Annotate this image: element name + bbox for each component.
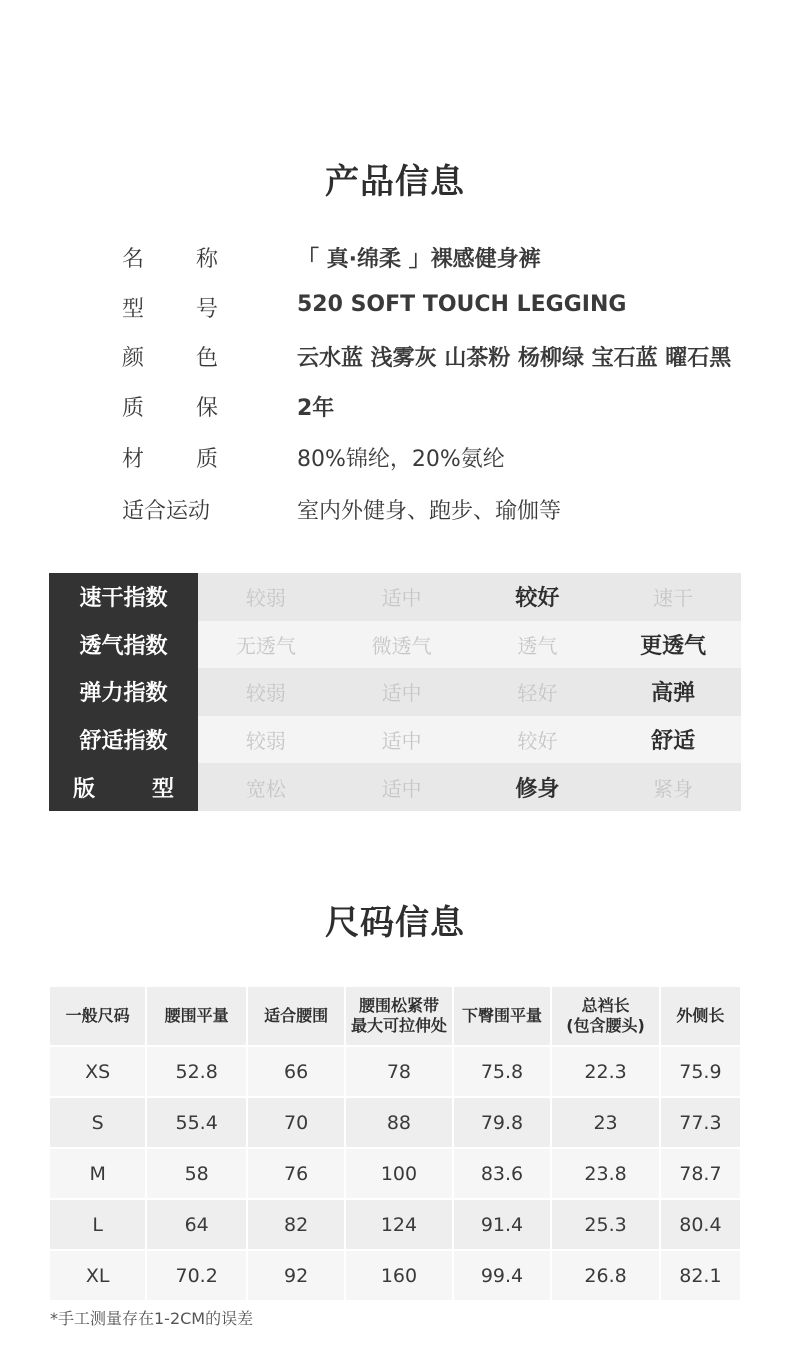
size-col-header: 腰围平量	[146, 987, 247, 1046]
size-cell: 76	[247, 1148, 345, 1199]
rating-label: 透气指数	[49, 621, 198, 669]
size-col-header: 外侧长	[660, 987, 740, 1046]
size-cell: 55.4	[146, 1097, 247, 1148]
rating-grid	[49, 573, 741, 811]
size-cell: 91.4	[453, 1199, 552, 1250]
table-row	[50, 1046, 740, 1097]
size-cell: 64	[146, 1199, 247, 1250]
info-label-char: 色	[195, 346, 218, 371]
info-label	[122, 391, 218, 422]
size-table-header-row	[50, 987, 740, 1046]
size-cell: XS	[50, 1046, 146, 1097]
size-table	[50, 987, 740, 1300]
rating-option: 较弱	[245, 586, 286, 611]
rating-option: 适中	[381, 729, 422, 754]
rating-option: 适中	[381, 586, 422, 611]
rating-row-quickdry	[49, 573, 741, 621]
info-label-char: 颜	[122, 346, 145, 371]
rating-label	[49, 763, 198, 811]
size-cell: 22.3	[551, 1046, 659, 1097]
size-cell: 23.8	[551, 1148, 659, 1199]
rating-option-selected: 更透气	[640, 633, 707, 659]
size-cell: 23	[551, 1097, 659, 1148]
rating-row-elasticity	[49, 668, 741, 716]
size-col-header: 下臀围平量	[453, 987, 552, 1046]
info-label	[122, 292, 218, 323]
info-row-model	[0, 292, 790, 332]
size-info-title: 尺码信息	[325, 903, 465, 943]
size-cell: 79.8	[453, 1097, 552, 1148]
size-cell: 70	[247, 1097, 345, 1148]
rating-option: 适中	[381, 776, 422, 801]
size-cell: 100	[345, 1148, 452, 1199]
rating-option-selected: 修身	[515, 776, 560, 802]
rating-option: 无透气	[235, 633, 296, 658]
info-label-char: 称	[195, 247, 218, 272]
size-cell: 99.4	[453, 1250, 552, 1300]
info-label-text: 适合运动	[122, 499, 211, 524]
size-cell: 78.7	[660, 1148, 740, 1199]
info-label-char: 质	[195, 447, 218, 472]
size-cell: 82	[247, 1199, 345, 1250]
size-cell: 83.6	[453, 1148, 552, 1199]
info-value-material: 80%锦纶，20%氨纶	[297, 447, 505, 472]
rating-option: 轻好	[517, 681, 558, 706]
size-cell: 25.3	[551, 1199, 659, 1250]
size-cell: 52.8	[146, 1046, 247, 1097]
rating-label: 弹力指数	[49, 668, 198, 716]
size-cell: 75.9	[660, 1046, 740, 1097]
info-label-char: 质	[122, 396, 145, 421]
rating-option: 适中	[381, 681, 422, 706]
rating-option: 速干	[653, 586, 694, 611]
rating-option-selected: 较好	[515, 586, 560, 612]
rating-option: 微透气	[371, 633, 432, 658]
rating-label: 速干指数	[49, 573, 198, 621]
size-cell: 77.3	[660, 1097, 740, 1148]
measurement-footnote: *手工测量存在1-2CM的误差	[50, 1309, 254, 1328]
info-label-char: 号	[195, 297, 218, 322]
info-label-char: 保	[195, 396, 218, 421]
size-cell: L	[50, 1199, 146, 1250]
rating-label-char: 型	[151, 776, 174, 802]
info-row-name	[0, 242, 790, 282]
size-cell: 124	[345, 1199, 452, 1250]
size-cell: 80.4	[660, 1199, 740, 1250]
rating-option-selected: 高弹	[651, 681, 696, 707]
info-value-color: 云水蓝 浅雾灰 山茶粉 杨柳绿 宝石蓝 曜石黑	[297, 346, 732, 371]
rating-option: 较弱	[245, 729, 286, 754]
size-cell: 75.8	[453, 1046, 552, 1097]
info-label	[122, 341, 218, 372]
size-col-header: 适合腰围	[247, 987, 345, 1046]
rating-option-selected: 舒适	[651, 729, 696, 755]
info-value-model: 520 SOFT TOUCH LEGGING	[297, 292, 627, 317]
size-cell: 78	[345, 1046, 452, 1097]
size-cell: M	[50, 1148, 146, 1199]
product-info-title: 产品信息	[325, 162, 465, 202]
info-label	[122, 494, 218, 525]
rating-option: 较好	[517, 729, 558, 754]
table-row	[50, 1148, 740, 1199]
rating-label-char: 版	[73, 776, 96, 802]
info-row-color	[0, 341, 790, 381]
info-value-warranty: 2年	[297, 396, 335, 421]
info-row-warranty	[0, 391, 790, 431]
size-cell: S	[50, 1097, 146, 1148]
rating-row-fit	[49, 763, 741, 811]
rating-row-breathability	[49, 621, 741, 669]
size-cell: 70.2	[146, 1250, 247, 1300]
info-label-char: 材	[122, 447, 145, 472]
size-cell: 66	[247, 1046, 345, 1097]
info-label	[122, 242, 218, 273]
rating-option: 紧身	[653, 776, 694, 801]
size-cell: 92	[247, 1250, 345, 1300]
rating-option: 宽松	[245, 776, 286, 801]
size-cell: 58	[146, 1148, 247, 1199]
rating-row-comfort	[49, 716, 741, 764]
rating-label: 舒适指数	[49, 716, 198, 764]
size-cell: 82.1	[660, 1250, 740, 1300]
info-row-sport	[0, 494, 790, 534]
size-cell: 160	[345, 1250, 452, 1300]
size-cell: 26.8	[551, 1250, 659, 1300]
info-value-sport: 室内外健身、跑步、瑜伽等	[297, 499, 562, 524]
size-col-header: 腰围松紧带 最大可拉伸处	[345, 987, 452, 1046]
info-label	[122, 442, 218, 473]
table-row	[50, 1199, 740, 1250]
info-label-char: 名	[122, 247, 145, 272]
rating-option: 较弱	[245, 681, 286, 706]
size-cell: 88	[345, 1097, 452, 1148]
size-cell: XL	[50, 1250, 146, 1300]
size-col-header: 一般尺码	[50, 987, 146, 1046]
info-row-material	[0, 442, 790, 482]
rating-option: 透气	[517, 633, 558, 658]
table-row	[50, 1250, 740, 1300]
info-label-char: 型	[122, 297, 145, 322]
table-row	[50, 1097, 740, 1148]
info-value-name: 「 真·绵柔 」裸感健身裤	[297, 247, 541, 272]
size-col-header: 总裆长 (包含腰头)	[551, 987, 659, 1046]
